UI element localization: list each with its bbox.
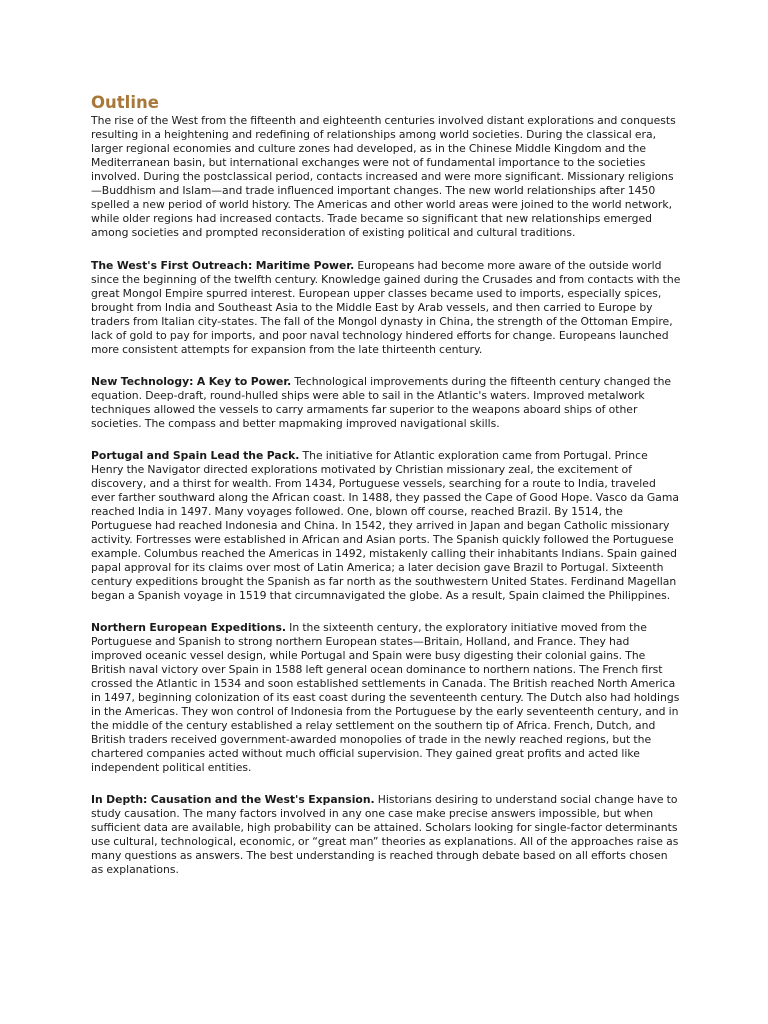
section-new-technology xyxy=(91,375,681,431)
section-heading: New Technology: A Key to Power. xyxy=(91,375,292,388)
section-in-depth-causation xyxy=(91,793,681,877)
section-body: The initiative for Atlantic exploration came from Portugal. Prince Henry the Navigator directed explorations motivated by Christian missionary zeal, the excitement of discovery, and a thirst for wealth. From 1434, Portuguese vessels, searching for a route to India, traveled ever farther southward along the African coast. In 1488, they passed the Cape of Good Hope. Vasco da Gama reached India in 1497. Many voyages followed. One, blown off course, reached Brazil. By 1514, the Portuguese had reached Indonesia and China. In 1542, they arrived in Japan and began Catholic missionary activity. Fortresses were established in African and Asian ports. The Spanish quickly followed the Portuguese example. Columbus reached the Americas in 1492, mistakenly calling their inhabitants Indians. Spain gained papal approval for its claims over most of Latin America; a later decision gave Brazil to Portugal. Sixteenth century expeditions brought the Spanish as far north as the southwestern United States. Ferdinand Magellan began a Spanish voyage in 1519 that circumnavigated the globe. As a result, Spain claimed the Philippines. xyxy=(91,449,679,602)
section-heading: In Depth: Causation and the West's Expansion. xyxy=(91,793,375,806)
intro-paragraph: The rise of the West from the fifteenth and eighteenth centuries involved distant explorations and conquests resulting in a heightening and redefining of relationships among world societies. During the classical era, larger regional economies and culture zones had developed, as in the Chinese Middle Kingdom and the Mediterranean basin, but international exchanges were not of fundamental importance to the societies involved. During the postclassical period, contacts increased and were more significant. Missionary religions—Buddhism and Islam—and trade influenced important changes. The new world relationships after 1450 spelled a new period of world history. The Americas and other world areas were joined to the world network, while older regions had increased contacts. Trade became so significant that new relationships emerged among societies and prompted reconsideration of existing political and cultural traditions. xyxy=(91,114,676,239)
page-title: Outline xyxy=(91,93,159,112)
section-body: Europeans had become more aware of the outside world since the beginning of the twelfth century. Knowledge gained during the Crusades and from contacts with the great Mongol Empire spurred interest. European upper classes became used to imports, especially spices, brought from India and Southeast Asia to the Middle East by Arab vessels, and then carried to Europe by traders from Italian city-states. The fall of the Mongol dynasty in China, the strength of the Ottoman Empire, lack of gold to pay for imports, and poor naval technology hindered efforts for change. Europeans launched more consistent attempts for expansion from the late thirteenth century. xyxy=(91,259,681,356)
section-body: Historians desiring to understand social change have to study causation. The many factors involved in any one case make precise answers impossible, but when sufficient data are available, high probability can be attained. Scholars looking for single-factor determinants use cultural, technological, economic, or “great man” theories as explanations. All of the approaches raise as many questions as answers. The best understanding is reached through debate based on all efforts chosen as explanations. xyxy=(91,793,679,876)
section-heading: Portugal and Spain Lead the Pack. xyxy=(91,449,300,462)
section-body: In the sixteenth century, the exploratory initiative moved from the Portuguese and Spanish to strong northern European states—Britain, Holland, and France. They had improved oceanic vessel design, while Portugal and Spain were busy digesting their colonial gains. The British naval victory over Spain in 1588 left general ocean dominance to northern nations. The French first crossed the Atlantic in 1534 and soon established settlements in Canada. The British reached North America in 1497, beginning colonization of its east coast during the seventeenth century. The Dutch also had holdings in the Americas. They won control of Indonesia from the Portuguese by the early seventeenth century, and in the middle of the century established a relay settlement on the southern tip of Africa. French, Dutch, and British traders received government-awarded monopolies of trade in the newly reached regions, but the chartered companies acted without much official supervision. They gained great profits and acted like independent political entities. xyxy=(91,621,680,774)
section-heading: Northern European Expeditions. xyxy=(91,621,287,634)
document-page xyxy=(91,93,681,895)
section-portugal-spain xyxy=(91,449,681,603)
section-heading: The West's First Outreach: Maritime Power. xyxy=(91,259,355,272)
section-maritime-power xyxy=(91,259,681,357)
section-northern-expeditions xyxy=(91,621,681,775)
section-body: Technological improvements during the fifteenth century changed the equation. Deep-draft, round-hulled ships were able to sail in the Atlantic's waters. Improved metalwork techniques allowed the vessels to carry armaments far superior to the weapons aboard ships of other societies. The compass and better mapmaking improved navigational skills. xyxy=(91,375,672,430)
